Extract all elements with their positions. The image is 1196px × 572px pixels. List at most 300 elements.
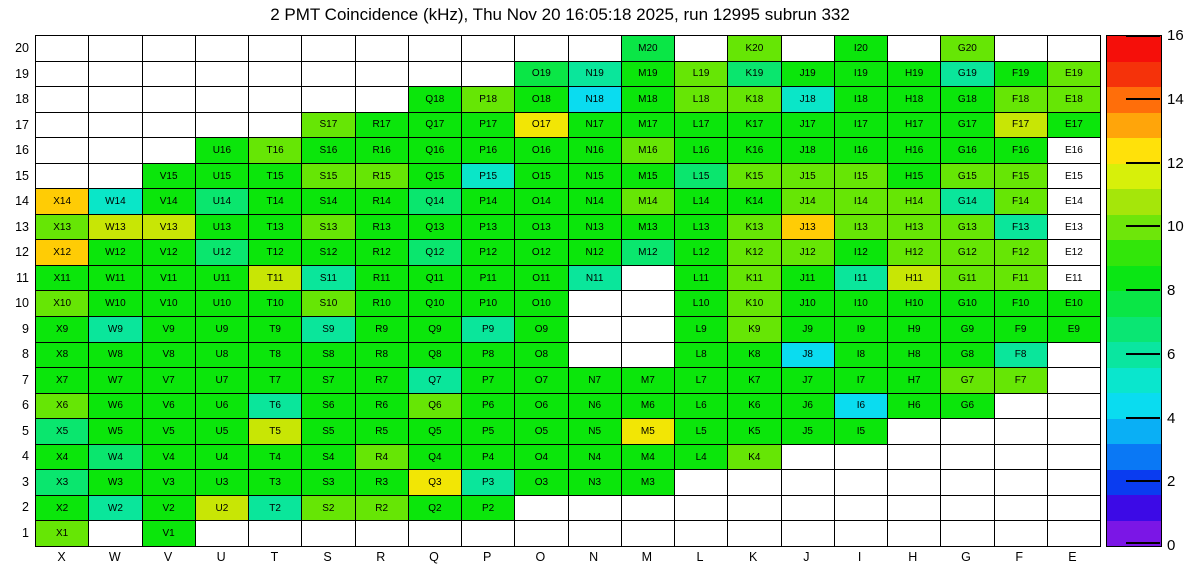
cell-R9: R9 [356, 317, 408, 342]
cell-K15: K15 [728, 164, 780, 189]
cell-F19: F19 [995, 62, 1047, 87]
cell-O3: O3 [515, 470, 567, 495]
cell-M14: M14 [622, 189, 674, 214]
cell-empty-S18 [302, 87, 354, 112]
cell-R17: R17 [356, 113, 408, 138]
cell-empty-E1 [1048, 521, 1100, 546]
cell-empty-R19 [356, 62, 408, 87]
colorbar-tick-14 [1126, 98, 1160, 100]
cell-Q14: Q14 [409, 189, 461, 214]
cell-L18: L18 [675, 87, 727, 112]
cell-F17: F17 [995, 113, 1047, 138]
cell-J11: J11 [782, 266, 834, 291]
cell-H12: H12 [888, 240, 940, 265]
cell-O10: O10 [515, 291, 567, 316]
colorbar-band-1 [1107, 62, 1161, 88]
cell-empty-U1 [196, 521, 248, 546]
colorbar-band-5 [1107, 164, 1161, 190]
cell-O7: O7 [515, 368, 567, 393]
cell-U16: U16 [196, 138, 248, 163]
x-axis-label-P: P [483, 550, 492, 564]
cell-G18: G18 [941, 87, 993, 112]
cell-L19: L19 [675, 62, 727, 87]
cell-P6: P6 [462, 394, 514, 419]
cell-W8: W8 [89, 343, 141, 368]
cell-V13: V13 [143, 215, 195, 240]
colorbar-tick-4 [1126, 417, 1160, 419]
cell-J7: J7 [782, 368, 834, 393]
x-axis-label-L: L [696, 550, 704, 564]
cell-S10: S10 [302, 291, 354, 316]
cell-empty-E2 [1048, 496, 1100, 521]
cell-V15: V15 [143, 164, 195, 189]
cell-F15: F15 [995, 164, 1047, 189]
cell-I11: I11 [835, 266, 887, 291]
cell-M19: M19 [622, 62, 674, 87]
cell-L9: L9 [675, 317, 727, 342]
cell-empty-U20 [196, 36, 248, 61]
chart-title: 2 PMT Coincidence (kHz), Thu Nov 20 16:05:18 2025, run 12995 subrun 332 [270, 5, 850, 24]
colorbar-band-2 [1107, 87, 1161, 113]
cell-M5: M5 [622, 419, 674, 444]
cell-V1: V1 [143, 521, 195, 546]
cell-Q6: Q6 [409, 394, 461, 419]
cell-H8: H8 [888, 343, 940, 368]
cell-U13: U13 [196, 215, 248, 240]
cell-I14: I14 [835, 189, 887, 214]
cell-G19: G19 [941, 62, 993, 87]
cell-Q3: Q3 [409, 470, 461, 495]
cell-L16: L16 [675, 138, 727, 163]
cell-W3: W3 [89, 470, 141, 495]
cell-X1: X1 [36, 521, 88, 546]
colorbar-band-15 [1107, 419, 1161, 445]
cell-K13: K13 [728, 215, 780, 240]
cell-R6: R6 [356, 394, 408, 419]
cell-J8: J8 [782, 343, 834, 368]
cell-M15: M15 [622, 164, 674, 189]
cell-P17: P17 [462, 113, 514, 138]
x-axis-label-V: V [163, 550, 173, 564]
cell-V9: V9 [143, 317, 195, 342]
cell-G8: G8 [941, 343, 993, 368]
cell-H13: H13 [888, 215, 940, 240]
cell-empty-K3 [728, 470, 780, 495]
cell-I7: I7 [835, 368, 887, 393]
cell-J18: J18 [782, 138, 834, 163]
cell-W14: W14 [89, 189, 141, 214]
cell-H15: H15 [888, 164, 940, 189]
cell-empty-J3 [782, 470, 834, 495]
cell-empty-M2 [622, 496, 674, 521]
cell-O5: O5 [515, 419, 567, 444]
colorbar [1106, 35, 1162, 547]
cell-empty-L2 [675, 496, 727, 521]
cell-E11: E11 [1048, 266, 1100, 291]
y-axis-label-5: 5 [22, 423, 29, 438]
cell-empty-N8 [569, 343, 621, 368]
cell-Q18: Q18 [409, 87, 461, 112]
cell-U7: U7 [196, 368, 248, 393]
cell-T14: T14 [249, 189, 301, 214]
cell-P11: P11 [462, 266, 514, 291]
cell-empty-G3 [941, 470, 993, 495]
cell-K8: K8 [728, 343, 780, 368]
x-axis-label-K: K [749, 550, 758, 564]
cell-Q13: Q13 [409, 215, 461, 240]
cell-R4: R4 [356, 445, 408, 470]
cell-W11: W11 [89, 266, 141, 291]
cell-empty-M10 [622, 291, 674, 316]
cell-empty-M11 [622, 266, 674, 291]
cell-T5: T5 [249, 419, 301, 444]
cell-empty-U18 [196, 87, 248, 112]
cell-empty-G4 [941, 445, 993, 470]
cell-empty-S19 [302, 62, 354, 87]
colorbar-label-10: 10 [1167, 218, 1184, 236]
cell-empty-Q1 [409, 521, 461, 546]
cell-G11: G11 [941, 266, 993, 291]
cell-empty-R20 [356, 36, 408, 61]
cell-empty-E3 [1048, 470, 1100, 495]
cell-I17: I17 [835, 113, 887, 138]
colorbar-band-6 [1107, 189, 1161, 215]
cell-S3: S3 [302, 470, 354, 495]
colorbar-label-12: 12 [1167, 154, 1184, 172]
cell-empty-F3 [995, 470, 1047, 495]
cell-H6: H6 [888, 394, 940, 419]
cell-V8: V8 [143, 343, 195, 368]
cell-S6: S6 [302, 394, 354, 419]
cell-empty-L1 [675, 521, 727, 546]
colorbar-label-4: 4 [1167, 409, 1176, 427]
cell-N19: N19 [569, 62, 621, 87]
cell-empty-I3 [835, 470, 887, 495]
x-axis-label-M: M [641, 550, 652, 564]
colorbar-tick-8 [1126, 289, 1160, 291]
cell-I8: I8 [835, 343, 887, 368]
cell-Q8: Q8 [409, 343, 461, 368]
cell-N3: N3 [569, 470, 621, 495]
cell-empty-W16 [89, 138, 141, 163]
cell-F7: F7 [995, 368, 1047, 393]
cell-L6: L6 [675, 394, 727, 419]
y-axis-label-20: 20 [15, 41, 29, 55]
cell-empty-E8 [1048, 343, 1100, 368]
cell-H17: H17 [888, 113, 940, 138]
cell-F8: F8 [995, 343, 1047, 368]
cell-empty-W17 [89, 113, 141, 138]
cell-empty-X20 [36, 36, 88, 61]
cell-K9: K9 [728, 317, 780, 342]
cell-G16: G16 [941, 138, 993, 163]
x-axis-label-N: N [589, 550, 599, 564]
cell-K6: K6 [728, 394, 780, 419]
cell-T9: T9 [249, 317, 301, 342]
cell-empty-M1 [622, 521, 674, 546]
cell-K10: K10 [728, 291, 780, 316]
cell-J12: J12 [782, 240, 834, 265]
cell-I20: I20 [835, 36, 887, 61]
cell-W9: W9 [89, 317, 141, 342]
x-axis-label-I: I [857, 550, 862, 564]
cell-K4: K4 [728, 445, 780, 470]
cell-empty-K2 [728, 496, 780, 521]
cell-L8: L8 [675, 343, 727, 368]
cell-P10: P10 [462, 291, 514, 316]
y-axis-label-8: 8 [22, 347, 29, 361]
cell-empty-U17 [196, 113, 248, 138]
cell-G6: G6 [941, 394, 993, 419]
cell-T12: T12 [249, 240, 301, 265]
cell-E12: E12 [1048, 240, 1100, 265]
cell-empty-V20 [143, 36, 195, 61]
cell-K18: K18 [728, 87, 780, 112]
cell-J10: J10 [782, 291, 834, 316]
cell-P15: P15 [462, 164, 514, 189]
cell-P3: P3 [462, 470, 514, 495]
cell-T16: T16 [249, 138, 301, 163]
cell-X5: X5 [36, 419, 88, 444]
cell-J6: J6 [782, 394, 834, 419]
cell-L4: L4 [675, 445, 727, 470]
cell-T8: T8 [249, 343, 301, 368]
cell-H11: H11 [888, 266, 940, 291]
cell-empty-S20 [302, 36, 354, 61]
cell-F9: F9 [995, 317, 1047, 342]
cell-empty-H4 [888, 445, 940, 470]
cell-G7: G7 [941, 368, 993, 393]
cell-Q15: Q15 [409, 164, 461, 189]
cell-T3: T3 [249, 470, 301, 495]
cell-Q9: Q9 [409, 317, 461, 342]
cell-N11: N11 [569, 266, 621, 291]
cell-empty-X16 [36, 138, 88, 163]
cell-G14: G14 [941, 189, 993, 214]
colorbar-band-8 [1107, 240, 1161, 266]
cell-P13: P13 [462, 215, 514, 240]
cell-I12: I12 [835, 240, 887, 265]
y-axis-label-19: 19 [15, 66, 29, 81]
colorbar-band-10 [1107, 291, 1161, 317]
cell-U5: U5 [196, 419, 248, 444]
cell-V2: V2 [143, 496, 195, 521]
cell-O12: O12 [515, 240, 567, 265]
cell-empty-M8 [622, 343, 674, 368]
cell-K7: K7 [728, 368, 780, 393]
cell-Q4: Q4 [409, 445, 461, 470]
cell-G13: G13 [941, 215, 993, 240]
cell-X12: X12 [36, 240, 88, 265]
y-axis-label-3: 3 [22, 474, 29, 489]
cell-S14: S14 [302, 189, 354, 214]
cell-empty-I4 [835, 445, 887, 470]
cell-W2: W2 [89, 496, 141, 521]
cell-Q2: Q2 [409, 496, 461, 521]
cell-O15: O15 [515, 164, 567, 189]
cell-I19: I19 [835, 62, 887, 87]
cell-I9: I9 [835, 317, 887, 342]
cell-R14: R14 [356, 189, 408, 214]
cell-empty-V17 [143, 113, 195, 138]
cell-K12: K12 [728, 240, 780, 265]
cell-G9: G9 [941, 317, 993, 342]
x-axis-label-J: J [803, 550, 810, 564]
cell-J17: J17 [782, 113, 834, 138]
colorbar-band-3 [1107, 113, 1161, 139]
cell-empty-F2 [995, 496, 1047, 521]
cell-empty-X17 [36, 113, 88, 138]
colorbar-band-18 [1107, 495, 1161, 521]
cell-empty-P20 [462, 36, 514, 61]
cell-T13: T13 [249, 215, 301, 240]
cell-L15: L15 [675, 164, 727, 189]
cell-empty-W1 [89, 521, 141, 546]
y-axis-label-13: 13 [15, 219, 29, 234]
colorbar-band-9 [1107, 266, 1161, 292]
cell-empty-F4 [995, 445, 1047, 470]
cell-U15: U15 [196, 164, 248, 189]
cell-E19: E19 [1048, 62, 1100, 87]
cell-empty-V19 [143, 62, 195, 87]
cell-J9: J9 [782, 317, 834, 342]
x-axis-label-R: R [376, 550, 386, 564]
cell-L12: L12 [675, 240, 727, 265]
y-axis-label-1: 1 [22, 525, 29, 540]
cell-O9: O9 [515, 317, 567, 342]
x-axis-label-U: U [216, 550, 226, 564]
cell-empty-V18 [143, 87, 195, 112]
cell-empty-N2 [569, 496, 621, 521]
cell-N16: N16 [569, 138, 621, 163]
y-axis-label-17: 17 [15, 117, 29, 132]
x-axis-label-G: G [961, 550, 971, 564]
cell-U10: U10 [196, 291, 248, 316]
x-axis-label-H: H [908, 550, 918, 564]
cell-S8: S8 [302, 343, 354, 368]
cell-empty-T18 [249, 87, 301, 112]
cell-empty-Q19 [409, 62, 461, 87]
cell-P16: P16 [462, 138, 514, 163]
cell-O4: O4 [515, 445, 567, 470]
cell-U6: U6 [196, 394, 248, 419]
cell-O19: O19 [515, 62, 567, 87]
x-axis-label-E: E [1068, 550, 1077, 564]
cell-Q5: Q5 [409, 419, 461, 444]
cell-J15: J15 [782, 164, 834, 189]
cell-X13: X13 [36, 215, 88, 240]
cell-empty-R1 [356, 521, 408, 546]
cell-empty-T1 [249, 521, 301, 546]
cell-O17: O17 [515, 113, 567, 138]
cell-N6: N6 [569, 394, 621, 419]
cell-X10: X10 [36, 291, 88, 316]
cell-K20: K20 [728, 36, 780, 61]
cell-J14: J14 [782, 189, 834, 214]
cell-R2: R2 [356, 496, 408, 521]
colorbar-label-8: 8 [1167, 282, 1176, 299]
cell-empty-H3 [888, 470, 940, 495]
y-axis-label-6: 6 [22, 398, 29, 412]
cell-P18: P18 [462, 87, 514, 112]
cell-O13: O13 [515, 215, 567, 240]
cell-empty-T19 [249, 62, 301, 87]
cell-F16: F16 [995, 138, 1047, 163]
cell-I5: I5 [835, 419, 887, 444]
cell-empty-H1 [888, 521, 940, 546]
cell-W12: W12 [89, 240, 141, 265]
cell-P9: P9 [462, 317, 514, 342]
heatmap-grid [35, 35, 1101, 547]
cell-empty-E6 [1048, 394, 1100, 419]
cell-empty-I1 [835, 521, 887, 546]
cell-K14: K14 [728, 189, 780, 214]
cell-S12: S12 [302, 240, 354, 265]
cell-Q10: Q10 [409, 291, 461, 316]
cell-H18: H18 [888, 87, 940, 112]
cell-empty-T20 [249, 36, 301, 61]
cell-empty-L20 [675, 36, 727, 61]
cell-J5: J5 [782, 419, 834, 444]
colorbar-label-0: 0 [1167, 537, 1176, 554]
cell-S16: S16 [302, 138, 354, 163]
cell-M6: M6 [622, 394, 674, 419]
cell-empty-U19 [196, 62, 248, 87]
cell-R13: R13 [356, 215, 408, 240]
cell-E16: E16 [1048, 138, 1100, 163]
cell-E17: E17 [1048, 113, 1100, 138]
cell-M18: M18 [622, 87, 674, 112]
cell-G20: G20 [941, 36, 993, 61]
cell-I16: I16 [835, 138, 887, 163]
cell-X7: X7 [36, 368, 88, 393]
cell-W7: W7 [89, 368, 141, 393]
colorbar-band-16 [1107, 444, 1161, 470]
colorbar-label-14: 14 [1167, 90, 1184, 108]
cell-M12: M12 [622, 240, 674, 265]
cell-empty-G2 [941, 496, 993, 521]
cell-S5: S5 [302, 419, 354, 444]
colorbar-label-16: 16 [1167, 27, 1184, 44]
cell-L11: L11 [675, 266, 727, 291]
cell-Q17: Q17 [409, 113, 461, 138]
cell-empty-F20 [995, 36, 1047, 61]
cell-R11: R11 [356, 266, 408, 291]
cell-W4: W4 [89, 445, 141, 470]
cell-empty-E20 [1048, 36, 1100, 61]
cell-U4: U4 [196, 445, 248, 470]
cell-X6: X6 [36, 394, 88, 419]
cell-F14: F14 [995, 189, 1047, 214]
cell-R10: R10 [356, 291, 408, 316]
colorbar-band-0 [1107, 36, 1161, 62]
cell-S13: S13 [302, 215, 354, 240]
cell-H19: H19 [888, 62, 940, 87]
cell-M13: M13 [622, 215, 674, 240]
cell-N4: N4 [569, 445, 621, 470]
cell-R12: R12 [356, 240, 408, 265]
cell-I18: I18 [835, 87, 887, 112]
y-axis-label-15: 15 [15, 168, 29, 183]
cell-V7: V7 [143, 368, 195, 393]
cell-U8: U8 [196, 343, 248, 368]
cell-empty-W15 [89, 164, 141, 189]
cell-X9: X9 [36, 317, 88, 342]
y-axis-label-16: 16 [15, 143, 29, 157]
cell-empty-I2 [835, 496, 887, 521]
cell-P14: P14 [462, 189, 514, 214]
cell-H16: H16 [888, 138, 940, 163]
